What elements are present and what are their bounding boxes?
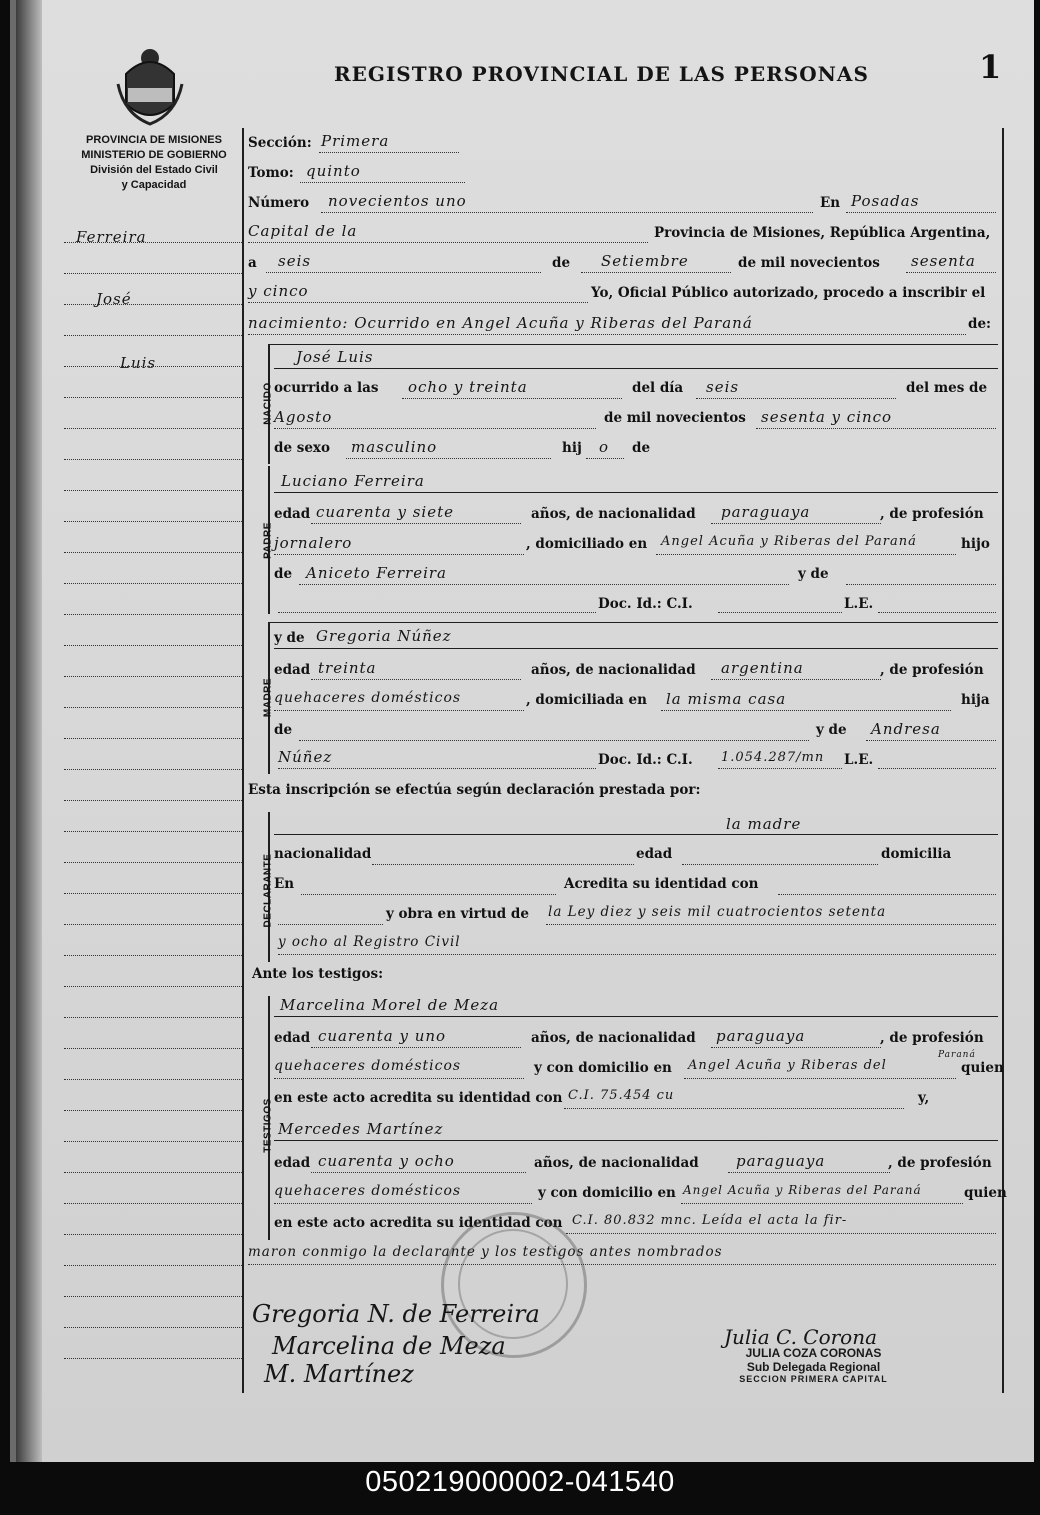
field-line <box>266 272 541 273</box>
edad-label: edad <box>274 662 311 678</box>
signature-witness-2: M. Martínez <box>264 1360 414 1388</box>
margin-line <box>64 1358 244 1359</box>
de-mil2-label: de mil novecientos <box>604 410 746 426</box>
acto-label: en este acto acredita su identidad con <box>274 1215 563 1231</box>
margin-line <box>64 273 244 274</box>
testigo1-nombre: Marcelina Morel de Meza <box>280 996 500 1014</box>
y-de-label: y de <box>798 566 829 582</box>
testigo2-nac: paraguaya <box>736 1152 826 1170</box>
field-line <box>274 1203 532 1204</box>
margin-line <box>64 583 244 584</box>
inscribir-value: nacimiento: Ocurrido en Angel Acuña y Riberas del Paraná <box>248 314 753 332</box>
binding-spine <box>16 0 42 1462</box>
page-number: 1 <box>979 48 1002 86</box>
margin-line <box>64 1172 244 1173</box>
margin-line <box>64 955 244 956</box>
institution-block <box>56 133 252 193</box>
field-line <box>299 584 789 585</box>
testigos-label: TESTIGOS <box>262 1098 274 1153</box>
padre-nombre: Luciano Ferreira <box>281 472 425 490</box>
testigo1-ci: C.I. 75.454 cu <box>568 1088 675 1103</box>
padre-edad: cuarenta y siete <box>316 503 454 521</box>
institution-line: PROVINCIA DE MISIONES <box>86 134 222 146</box>
field-line <box>878 768 996 769</box>
ante-testigos-label: Ante los testigos: <box>252 966 384 982</box>
tomo-label: Tomo: <box>248 165 294 181</box>
de-label: de <box>552 255 571 271</box>
ocurrido-label: ocurrido a las <box>274 380 379 396</box>
field-line <box>301 894 556 895</box>
domicilia-label: domicilia <box>881 846 952 862</box>
testigo2-ci: C.I. 80.832 mnc. Leída el acta la fir- <box>572 1213 848 1228</box>
domiciliado-label: , domiciliado en <box>526 536 648 552</box>
field-line <box>274 1078 524 1079</box>
coat-of-arms-icon <box>114 44 186 126</box>
declarante-value: la madre <box>726 815 802 833</box>
margin-line <box>64 304 244 305</box>
field-line <box>581 272 731 273</box>
margin-line <box>64 242 244 243</box>
padre-dom: Angel Acuña y Riberas del Paraná <box>661 534 917 549</box>
field-line <box>711 523 881 524</box>
padre-padre: Aniceto Ferreira <box>306 564 447 582</box>
margin-line <box>64 490 244 491</box>
testigo1-nac: paraguaya <box>716 1027 806 1045</box>
obra-label: y obra en virtud de <box>386 906 529 922</box>
sexo-label: de sexo <box>274 440 330 456</box>
field-line <box>248 242 648 243</box>
en-label: En <box>820 195 841 211</box>
quien-label: quien <box>964 1185 1007 1201</box>
margin-line <box>64 1110 244 1111</box>
nac-anio-value: sesenta y cinco <box>761 408 893 426</box>
margin-line <box>64 1141 244 1142</box>
edad-label: edad <box>274 1030 311 1046</box>
margin-name-1: José <box>96 290 132 308</box>
a-label: a <box>248 255 257 271</box>
anos-nac-label: años, de nacionalidad <box>531 662 696 678</box>
field-line <box>682 864 878 865</box>
en-value: Posadas <box>851 192 920 210</box>
acredita-label: Acredita su identidad con <box>564 876 759 892</box>
section-rule <box>268 622 998 623</box>
y-de-label: y de <box>816 722 847 738</box>
field-line <box>656 554 956 555</box>
field-line <box>402 398 622 399</box>
field-line <box>696 398 896 399</box>
margin-line <box>64 1327 244 1328</box>
section-rule <box>274 648 998 649</box>
domiciliada-label: , domiciliada en <box>526 692 647 708</box>
en-label: En <box>274 876 295 892</box>
institution-line: División del Estado Civil <box>90 164 218 176</box>
madre-nombre: Gregoria Núñez <box>316 627 452 645</box>
margin-line <box>64 707 244 708</box>
tomo-value: quinto <box>306 162 361 180</box>
doc-label: Doc. Id.: C.I. <box>598 596 693 612</box>
right-border <box>1002 128 1004 1393</box>
de-label: de <box>274 566 293 582</box>
field-line <box>718 768 842 769</box>
field-line <box>756 428 996 429</box>
acto-label: en este acto acredita su identidad con <box>274 1090 563 1106</box>
field-line <box>846 212 996 213</box>
signature-official: Julia C. Corona <box>724 1325 878 1349</box>
field-line <box>728 1172 890 1173</box>
numero-label: Número <box>248 195 310 211</box>
margin-line <box>64 335 244 336</box>
declarante-label: DECLARANTE <box>262 853 274 928</box>
anos-nac-label: años, de nacionalidad <box>531 1030 696 1046</box>
edad-label: edad <box>274 1155 311 1171</box>
margin-line <box>64 428 244 429</box>
field-line <box>311 679 521 680</box>
anio2-value: y cinco <box>248 282 309 300</box>
ley2-value: y ocho al Registro Civil <box>278 934 461 950</box>
field-line <box>274 710 524 711</box>
seccion-value: Primera <box>321 132 390 150</box>
field-line <box>248 334 966 335</box>
margin-line <box>64 676 244 677</box>
field-line <box>546 924 996 925</box>
esta-inscripcion-label: Esta inscripción se efectúa según declaración prestada por: <box>248 782 701 798</box>
madre-madre-2: Núñez <box>278 748 333 766</box>
madre-nac: argentina <box>721 659 804 677</box>
field-line <box>278 924 383 925</box>
field-line <box>778 894 996 895</box>
stamp-office: SECCION PRIMERA CAPITAL <box>739 1374 888 1384</box>
margin-line <box>64 645 244 646</box>
anio-value: sesenta <box>911 252 976 270</box>
field-line <box>878 612 996 613</box>
margin-line <box>64 986 244 987</box>
footer-code: 050219000002-041540 <box>365 1466 675 1498</box>
margin-line <box>64 1079 244 1080</box>
margin-line <box>64 1017 244 1018</box>
anos-nac-label: años, de nacionalidad <box>534 1155 699 1171</box>
column-divider <box>242 128 244 1393</box>
field-line <box>711 1047 881 1048</box>
margin-line <box>64 831 244 832</box>
stamp-role: Sub Delegada Regional <box>746 1360 881 1374</box>
margin-name-2: Luis <box>120 354 157 372</box>
del-dia-label: del día <box>632 380 684 396</box>
margin-line <box>64 366 244 367</box>
field-line <box>681 1203 963 1204</box>
section-rule <box>274 1016 998 1017</box>
margin-line <box>64 924 244 925</box>
testigo1-dom2: Paraná <box>938 1050 976 1060</box>
nac-mes-value: Agosto <box>274 408 333 426</box>
field-line <box>278 954 996 955</box>
padre-prof: jornalero <box>274 534 353 552</box>
madre-ci: 1.054.287/mn <box>721 750 825 765</box>
margin-line <box>64 769 244 770</box>
page-title: REGISTRO PROVINCIAL DE LAS PERSONAS <box>334 62 869 86</box>
madre-dom: la misma casa <box>666 690 787 708</box>
madre-prof: quehaceres domésticos <box>274 690 462 706</box>
margin-line <box>64 1296 244 1297</box>
del-mes-label: del mes de <box>906 380 988 396</box>
y-coma-label: y, <box>918 1090 930 1106</box>
margin-line <box>64 738 244 739</box>
section-rule <box>268 344 998 345</box>
y-de-madre-label: y de <box>274 630 305 646</box>
field-line <box>300 182 465 183</box>
le-label: L.E. <box>844 752 874 768</box>
field-line <box>661 710 951 711</box>
testigo1-edad: cuarenta y uno <box>318 1027 447 1045</box>
section-rule <box>274 492 998 493</box>
anos-nac-label: años, de nacionalidad <box>531 506 696 522</box>
testigo1-dom: Angel Acuña y Riberas del <box>688 1058 887 1073</box>
field-line <box>684 1078 956 1079</box>
testigo2-prof: quehaceres domésticos <box>274 1183 462 1199</box>
sexo-value: masculino <box>351 438 438 456</box>
hij-label: hij <box>562 440 582 456</box>
field-line <box>311 523 521 524</box>
section-rule <box>274 834 998 835</box>
field-line <box>346 458 551 459</box>
de-label: de <box>274 722 293 738</box>
de-mil-label: de mil novecientos <box>738 255 880 271</box>
field-line <box>711 679 881 680</box>
madre-edad: treinta <box>318 659 377 677</box>
quien-label: quien <box>961 1060 1004 1076</box>
testigo1-prof: quehaceres domésticos <box>274 1058 462 1074</box>
field-line <box>248 1264 996 1265</box>
field-line <box>564 1108 904 1109</box>
field-line <box>846 584 996 585</box>
de-colon-label: de: <box>968 316 992 332</box>
profesion-label: , de profesión <box>888 1155 992 1171</box>
y-con-label: y con domicilio en <box>538 1185 676 1201</box>
hij-suffix: o <box>599 438 610 456</box>
field-line <box>866 740 996 741</box>
provincia-label: Provincia de Misiones, República Argentina, <box>654 225 991 241</box>
doc-label: Doc. Id.: C.I. <box>598 752 693 768</box>
de2-label: de <box>632 440 651 456</box>
margin-line <box>64 459 244 460</box>
signature-witness-1: Marcelina de Meza <box>272 1332 506 1360</box>
nac-dia-value: seis <box>706 378 740 396</box>
le-label: L.E. <box>844 596 874 612</box>
testigo2-dom: Angel Acuña y Riberas del Paraná <box>683 1183 922 1197</box>
field-line <box>311 1172 526 1173</box>
seccion-label: Sección: <box>248 135 312 151</box>
margin-line <box>64 1265 244 1266</box>
hora-value: ocho y treinta <box>408 378 528 396</box>
field-line <box>372 864 634 865</box>
field-line <box>319 152 459 153</box>
field-line <box>274 428 596 429</box>
field-line <box>278 612 596 613</box>
field-line <box>566 1233 996 1234</box>
cierre-value: maron conmigo la declarante y los testigos antes nombrados <box>248 1244 723 1260</box>
madre-label: MADRE <box>262 677 274 718</box>
institution-line: y Capacidad <box>121 179 187 191</box>
margin-line <box>64 397 244 398</box>
signature-mother: Gregoria N. de Ferreira <box>252 1300 540 1328</box>
field-line <box>274 554 524 555</box>
nacido-label: NACIDO <box>262 382 274 425</box>
margin-line <box>64 1234 244 1235</box>
margin-line <box>64 862 244 863</box>
ley-value: la Ley diez y seis mil cuatrocientos setenta <box>548 904 887 920</box>
field-line <box>278 768 596 769</box>
margin-line <box>64 800 244 801</box>
field-line <box>586 458 624 459</box>
edad-label: edad <box>274 506 311 522</box>
hija-label: hija <box>961 692 990 708</box>
field-line <box>906 272 996 273</box>
field-line <box>299 740 809 741</box>
madre-madre: Andresa <box>871 720 941 738</box>
margin-line <box>64 1048 244 1049</box>
stamp-name: JULIA COZA CORONAS <box>745 1346 882 1360</box>
margin-line <box>64 521 244 522</box>
institution-line: MINISTERIO DE GOBIERNO <box>81 149 227 161</box>
margin-line <box>64 614 244 615</box>
margin-line <box>64 552 244 553</box>
hijo-label: hijo <box>961 536 990 552</box>
field-line <box>321 212 813 213</box>
section-rule <box>274 368 998 369</box>
margin-line <box>64 893 244 894</box>
official-stamp <box>721 1346 906 1384</box>
margin-surname: Ferreira <box>76 228 147 246</box>
mes-value: Setiembre <box>601 252 689 270</box>
field-line <box>311 1047 521 1048</box>
yo-label: Yo, Oficial Público autorizado, procedo a inscribir el <box>591 285 986 301</box>
section-rule <box>274 1140 998 1141</box>
testigo2-nombre: Mercedes Martínez <box>278 1120 444 1138</box>
nacido-nombre: José Luis <box>296 348 374 366</box>
y-con-label: y con domicilio en <box>534 1060 672 1076</box>
margin-line <box>64 1203 244 1204</box>
testigo2-edad: cuarenta y ocho <box>318 1152 455 1170</box>
numero-value: novecientos uno <box>328 192 467 210</box>
profesion-label: , de profesión <box>880 506 984 522</box>
nacionalidad-label: nacionalidad <box>274 846 372 862</box>
profesion-label: , de profesión <box>880 662 984 678</box>
field-line <box>718 612 842 613</box>
document-page <box>10 0 1034 1462</box>
dia-value: seis <box>278 252 312 270</box>
padre-label: PADRE <box>262 522 274 559</box>
padre-nac: paraguaya <box>721 503 811 521</box>
capital-value: Capital de la <box>248 222 358 240</box>
profesion-label: , de profesión <box>880 1030 984 1046</box>
field-line <box>248 302 588 303</box>
edad-label: edad <box>636 846 673 862</box>
